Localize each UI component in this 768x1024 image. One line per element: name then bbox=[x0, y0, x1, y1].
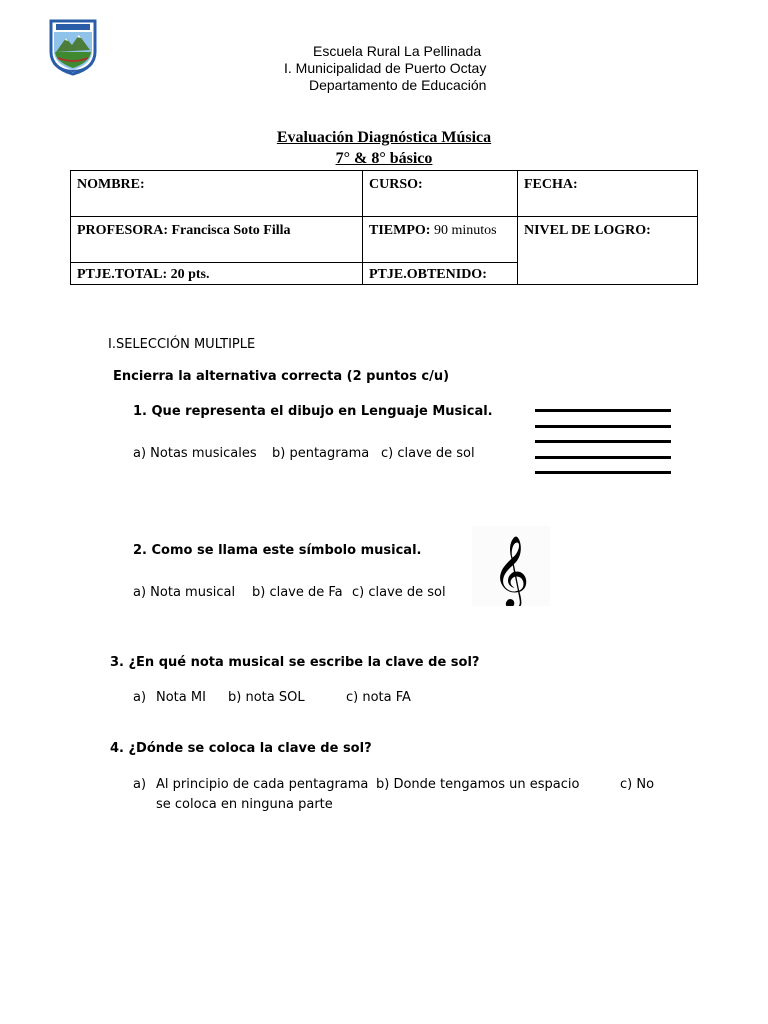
ptje-total: PTJE.TOTAL: 20 pts. bbox=[71, 263, 363, 285]
nombre-field[interactable]: NOMBRE: bbox=[71, 171, 363, 217]
school-name: Escuela Rural La Pellinada bbox=[313, 43, 482, 59]
municipality-name: I. Municipalidad de Puerto Octay bbox=[284, 60, 487, 76]
question-2-text: 2. Como se llama este símbolo musical. bbox=[133, 543, 422, 558]
question-3-option-c[interactable]: c) nota FA bbox=[346, 690, 411, 705]
tiempo-label: TIEMPO: bbox=[369, 223, 431, 238]
question-4-option-b[interactable]: b) Donde tengamos un espacio bbox=[376, 777, 580, 792]
question-4-text: 4. ¿Dónde se coloca la clave de sol? bbox=[110, 741, 372, 756]
question-4-option-a[interactable]: Al principio de cada pentagrama bbox=[156, 777, 369, 792]
treble-clef-glyph: 𝄞 bbox=[492, 534, 530, 606]
question-1-option-a[interactable]: a) Notas musicales bbox=[133, 446, 257, 461]
treble-clef-icon bbox=[472, 526, 550, 606]
grade-subtitle: 7° & 8° básico bbox=[335, 150, 433, 167]
question-2-option-b[interactable]: b) clave de Fa bbox=[252, 585, 343, 600]
profesora-label: PROFESORA: bbox=[77, 223, 168, 238]
question-3-option-b[interactable]: b) nota SOL bbox=[228, 690, 305, 705]
curso-field[interactable]: CURSO: bbox=[363, 171, 518, 217]
school-logo-icon bbox=[48, 18, 98, 76]
question-3-option-a[interactable]: Nota MI bbox=[156, 690, 206, 705]
section-instruction: Encierra la alternativa correcta (2 puntos c/u) bbox=[113, 369, 450, 384]
question-4-option-c[interactable]: c) No bbox=[620, 777, 655, 792]
fecha-field[interactable]: FECHA: bbox=[518, 171, 698, 217]
student-info-table bbox=[70, 170, 698, 285]
nivel-logro-field[interactable]: NIVEL DE LOGRO: bbox=[518, 217, 698, 285]
question-2-option-a[interactable]: a) Nota musical bbox=[133, 585, 236, 600]
tiempo-value: 90 minutos bbox=[433, 223, 497, 238]
question-3-text: 3. ¿En qué nota musical se escribe la clave de sol? bbox=[110, 655, 480, 670]
question-4-option-c-continued[interactable]: se coloca en ninguna parte bbox=[156, 797, 333, 812]
question-2-option-c[interactable]: c) clave de sol bbox=[352, 585, 446, 600]
question-1-option-c[interactable]: c) clave de sol bbox=[381, 446, 475, 461]
tiempo-cell bbox=[363, 217, 518, 263]
question-3-option-a-marker[interactable]: a) bbox=[133, 690, 147, 705]
document-title: Evaluación Diagnóstica Música bbox=[276, 129, 492, 146]
ptje-obtenido-field[interactable]: PTJE.OBTENIDO: bbox=[363, 263, 518, 285]
department-name: Departamento de Educación bbox=[309, 77, 487, 93]
question-1-text: 1. Que representa el dibujo en Lenguaje Musical. bbox=[133, 404, 493, 419]
question-1-option-b[interactable]: b) pentagrama bbox=[272, 446, 370, 461]
question-4-option-a-marker[interactable]: a) bbox=[133, 777, 147, 792]
profesora-cell bbox=[71, 217, 363, 263]
section-title: I.SELECCIÓN MULTIPLE bbox=[108, 337, 256, 352]
profesora-name: Francisca Soto Filla bbox=[171, 223, 291, 238]
